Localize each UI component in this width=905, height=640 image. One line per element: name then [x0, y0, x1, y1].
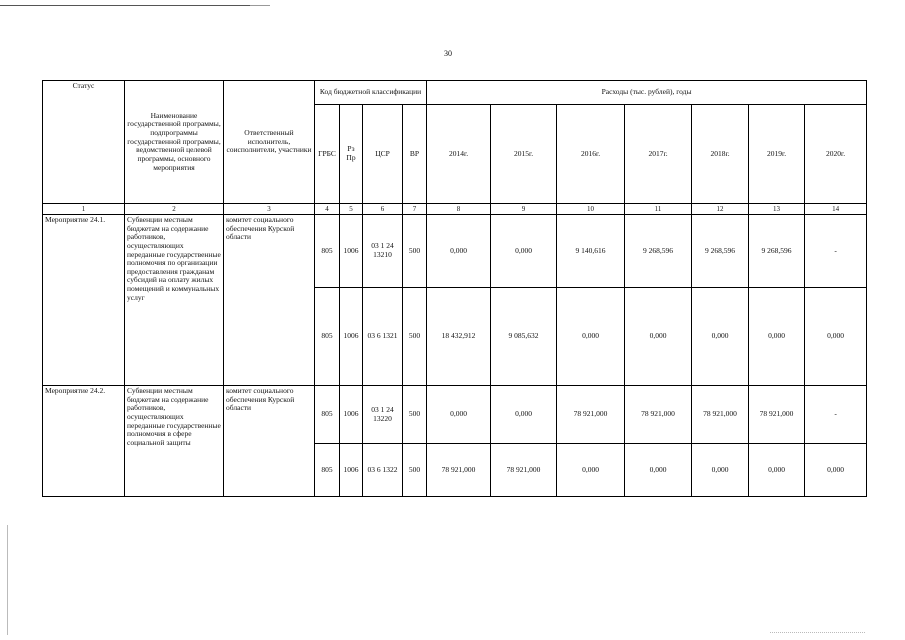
- cell-amount: 9 085,632: [491, 288, 557, 386]
- cell-csr: 03 1 24 13210: [363, 215, 403, 288]
- header-year: 2019г.: [749, 105, 805, 204]
- cell-amount: 78 921,000: [427, 444, 491, 497]
- cell-vr: 500: [403, 386, 427, 444]
- table-row: [43, 386, 867, 444]
- cell-amount: 0,000: [557, 444, 625, 497]
- cell-amount: 78 921,000: [557, 386, 625, 444]
- cell-amount: 0,000: [805, 288, 867, 386]
- column-number: 9: [491, 204, 557, 215]
- page-number: 30: [444, 49, 452, 58]
- cell-grbs: 805: [315, 386, 340, 444]
- cell-csr: 03 1 24 13220: [363, 386, 403, 444]
- cell-csr: 03 6 1322: [363, 444, 403, 497]
- cell-amount: 78 921,000: [692, 386, 749, 444]
- column-number: 4: [315, 204, 340, 215]
- measure-status: Мероприятие 24.2.: [43, 386, 125, 497]
- cell-grbs: 805: [315, 288, 340, 386]
- header-year: 2018г.: [692, 105, 749, 204]
- column-number: 5: [340, 204, 363, 215]
- cell-vr: 500: [403, 215, 427, 288]
- header-year: 2016г.: [557, 105, 625, 204]
- cell-amount: 0,000: [692, 288, 749, 386]
- measure-name: Субвенции местным бюджетам на содержание работников, осуществляющих переданные государственные полномочия в сфере социальной защиты: [125, 386, 224, 497]
- column-number: 6: [363, 204, 403, 215]
- cell-amount: 0,000: [491, 215, 557, 288]
- cell-grbs: 805: [315, 444, 340, 497]
- header-row-1: [43, 81, 867, 105]
- cell-amount: 9 140,616: [557, 215, 625, 288]
- cell-amount: 0,000: [805, 444, 867, 497]
- cell-amount: 0,000: [625, 444, 692, 497]
- cell-amount: 0,000: [557, 288, 625, 386]
- scan-top-rule: [0, 5, 250, 6]
- cell-grbs: 805: [315, 215, 340, 288]
- measure-executor: комитет социального обеспечения Курской области: [224, 386, 315, 497]
- column-number: 2: [125, 204, 224, 215]
- cell-csr: 03 6 1321: [363, 288, 403, 386]
- cell-vr: 500: [403, 288, 427, 386]
- header-grbs: ГРБС: [315, 105, 340, 204]
- cell-amount: 9 268,596: [749, 215, 805, 288]
- cell-amount: 0,000: [749, 288, 805, 386]
- cell-amount: 0,000: [692, 444, 749, 497]
- column-number: 7: [403, 204, 427, 215]
- column-number: 14: [805, 204, 867, 215]
- header-csr: ЦСР: [363, 105, 403, 204]
- column-number: 13: [749, 204, 805, 215]
- column-number: 1: [43, 204, 125, 215]
- header-executor: Ответственный исполнитель, соисполнители, участники: [224, 81, 315, 204]
- header-name: Наименование государственной программы, подпрограммы государственной программы, ведомственной целевой программы, основного мероприятия: [125, 81, 224, 204]
- scan-top-rule-faint: [250, 5, 270, 6]
- column-number: 10: [557, 204, 625, 215]
- column-number: 3: [224, 204, 315, 215]
- column-number-row: [43, 204, 867, 215]
- scan-left-edge: [7, 525, 8, 635]
- cell-vr: 500: [403, 444, 427, 497]
- cell-amount: 0,000: [625, 288, 692, 386]
- cell-amount: 9 268,596: [692, 215, 749, 288]
- cell-rzpr: 1006: [340, 386, 363, 444]
- measure-name: Субвенции местным бюджетам на содержание работников, осуществляющих переданные государственные полномочия по организации предоставления гражданам субсидий на оплату жилых помещений и коммунальных услуг: [125, 215, 224, 386]
- measure-executor: комитет социального обеспечения Курской области: [224, 215, 315, 386]
- scan-bottom-mark: [770, 632, 865, 634]
- cell-rzpr: 1006: [340, 444, 363, 497]
- header-year: 2015г.: [491, 105, 557, 204]
- cell-amount: -: [805, 386, 867, 444]
- cell-amount: 0,000: [427, 386, 491, 444]
- cell-amount: 78 921,000: [749, 386, 805, 444]
- cell-amount: 0,000: [427, 215, 491, 288]
- budget-table: [42, 80, 867, 497]
- cell-amount: -: [805, 215, 867, 288]
- cell-amount: 78 921,000: [491, 444, 557, 497]
- header-budget-code: Код бюджетной классификации: [315, 81, 427, 105]
- cell-rzpr: 1006: [340, 215, 363, 288]
- cell-amount: 0,000: [749, 444, 805, 497]
- cell-rzpr: 1006: [340, 288, 363, 386]
- column-number: 12: [692, 204, 749, 215]
- cell-amount: 78 921,000: [625, 386, 692, 444]
- header-vr: ВР: [403, 105, 427, 204]
- cell-amount: 18 432,912: [427, 288, 491, 386]
- table-row: [43, 215, 867, 288]
- header-status: Статус: [43, 81, 125, 204]
- cell-amount: 0,000: [491, 386, 557, 444]
- header-rzpr: Рз Пр: [340, 105, 363, 204]
- header-expenses: Расходы (тыс. рублей), годы: [427, 81, 867, 105]
- header-year: 2014г.: [427, 105, 491, 204]
- header-year: 2020г.: [805, 105, 867, 204]
- cell-amount: 9 268,596: [625, 215, 692, 288]
- column-number: 8: [427, 204, 491, 215]
- measure-status: Мероприятие 24.1.: [43, 215, 125, 386]
- column-number: 11: [625, 204, 692, 215]
- header-year: 2017г.: [625, 105, 692, 204]
